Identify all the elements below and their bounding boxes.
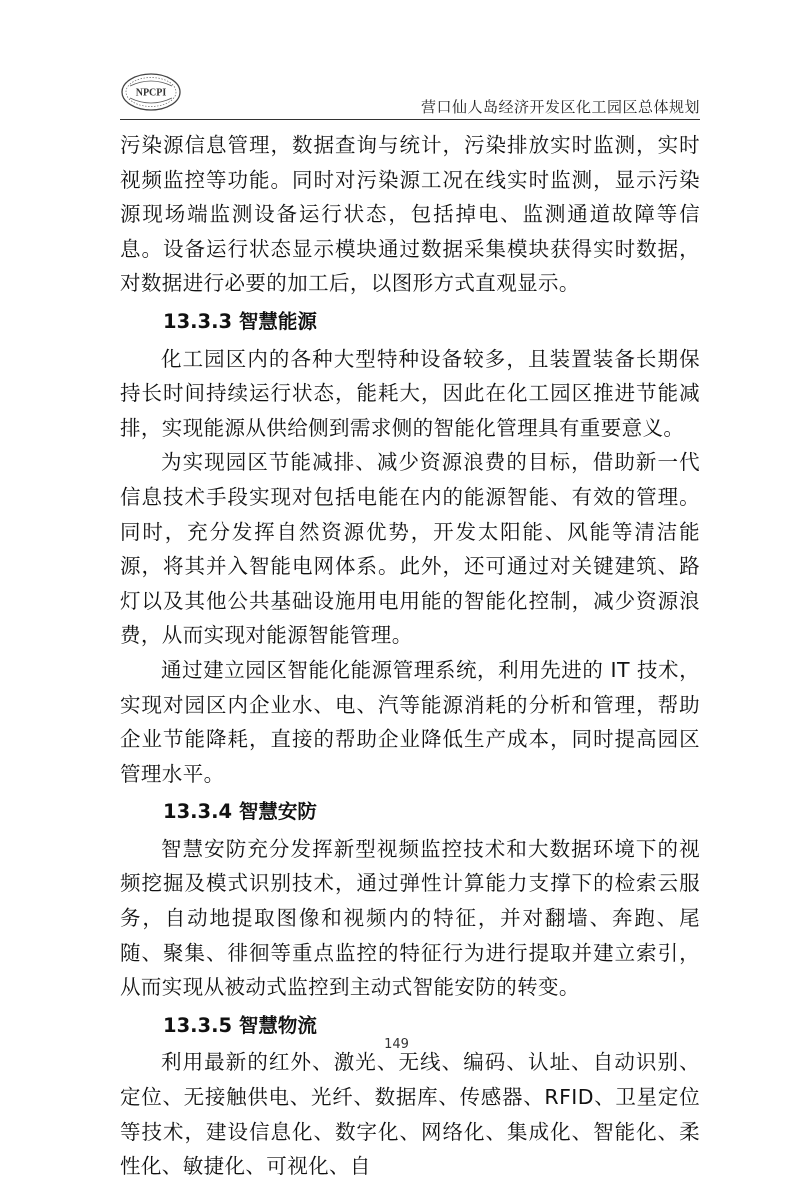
page-header (120, 72, 700, 122)
paragraph-logistics: 利用最新的红外、激光、无线、编码、认址、自动识别、定位、无接触供电、光纤、数据库、传感器、RFID、卫星定位等技术，建设信息化、数字化、网络化、集成化、智能化、柔性化、敏捷化、可视化、自 (120, 1050, 700, 1179)
section-heading-smart-energy: 13.3.3 智慧能源 (163, 309, 317, 333)
paragraph-energy-intro: 化工园区内的各种大型特种设备较多，且装置装备长期保持长时间持续运行状态，能耗大，因此在化工园区推进节能减排，实现能源从供给侧到需求侧的智能化管理具有重要意义。 (120, 346, 700, 440)
header-divider (120, 119, 700, 120)
logo-text: NPCPI (135, 87, 167, 99)
page-body (120, 128, 700, 1184)
paragraph-energy-goals: 为实现园区节能减排、减少资源浪费的目标，借助新一代信息技术手段实现对包括电能在内的能源智能、有效的管理。同时，充分发挥自然资源优势，开发太阳能、风能等清洁能源，将其并入智能电网体系。此外，还可通过对关键建筑、路灯以及其他公共基础设施用电用能的智能化控制，减少资源浪费，从而实现对能源智能管理。 (120, 450, 700, 648)
section-heading-smart-security: 13.3.4 智慧安防 (163, 800, 317, 824)
document-title: 营口仙人岛经济开发区化工园区总体规划 (420, 98, 700, 116)
page-number: 149 (384, 1037, 409, 1052)
paragraph-pollution-monitoring: 污染源信息管理，数据查询与统计，污染排放实时监测，实时视频监控等功能。同时对污染源工况在线实时监测，显示污染源现场端监测设备运行状态，包括掉电、监测通道故障等信息。设备运行状态显示模块通过数据采集模块获得实时数据，对数据进行必要的加工后，以图形方式直观显示。 (120, 133, 700, 296)
section-heading-smart-logistics: 13.3.5 智慧物流 (163, 1013, 317, 1037)
paragraph-energy-system: 通过建立园区智能化能源管理系统，利用先进的 IT 技术，实现对园区内企业水、电、汽等能源消耗的分析和管理，帮助企业节能降耗，直接的帮助企业降低生产成本，同时提高园区管理水平。 (120, 657, 700, 786)
paragraph-security: 智慧安防充分发挥新型视频监控技术和大数据环境下的视频挖掘及模式识别技术，通过弹性计算能力支撑下的检索云服务，自动地提取图像和视频内的特征，并对翻墙、奔跑、尾随、聚集、徘徊等重点监控的特征行为进行提取并建立索引，从而实现从被动式监控到主动式智能安防的转变。 (120, 836, 700, 1000)
npcpi-logo-icon (120, 72, 182, 112)
